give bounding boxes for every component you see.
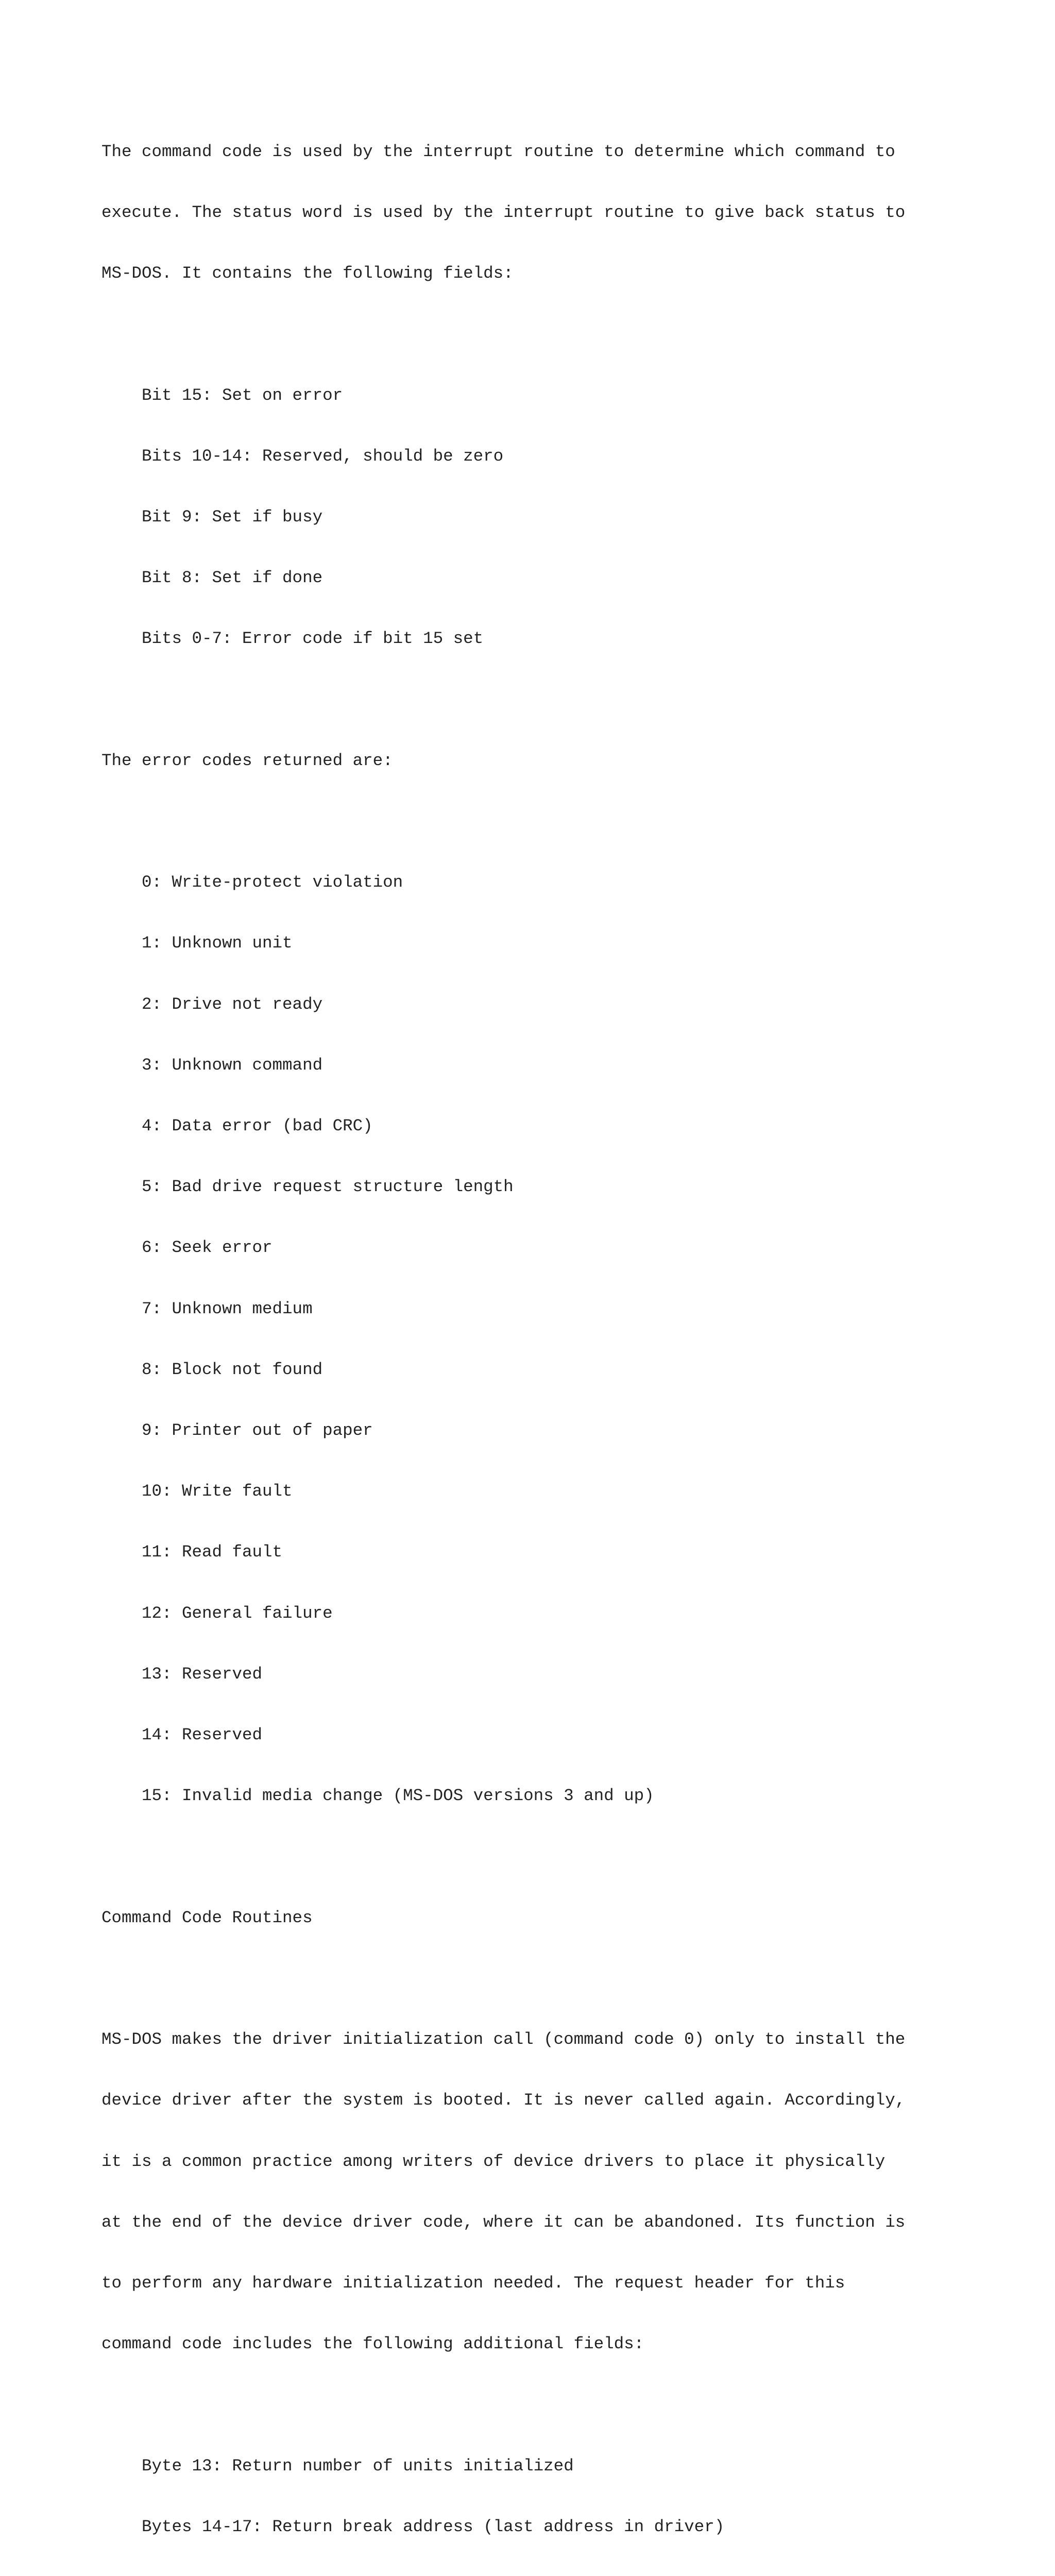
text-line: Bytes 14-17: Return break address (last address in driver) xyxy=(101,2517,725,2536)
blank-line xyxy=(101,811,1029,832)
text-line: Bits 0-7: Error code if bit 15 set xyxy=(101,629,484,649)
text-line: device driver after the system is booted. It is never called again. Accordingly, xyxy=(101,2091,906,2110)
text-line: MS-DOS. It contains the following fields: xyxy=(101,264,514,283)
text-line: command code includes the following additional fields: xyxy=(101,2334,644,2354)
text-line: Byte 13: Return number of units initialized xyxy=(101,2456,574,2476)
text-line: 6: Seek error xyxy=(101,1238,273,1258)
text-line: execute. The status word is used by the interrupt routine to give back status to xyxy=(101,203,906,223)
section-heading: Command Code Routines xyxy=(101,1908,313,1927)
text-line: 7: Unknown medium xyxy=(101,1299,313,1318)
text-line: 12: General failure xyxy=(101,1603,333,1623)
text-line: 15: Invalid media change (MS-DOS versions 3 and up) xyxy=(101,1786,654,1806)
document-page xyxy=(101,101,1029,2576)
text-line: 4: Data error (bad CRC) xyxy=(101,1116,373,1136)
text-line: Bit 15: Set on error xyxy=(101,385,343,405)
text-line: 3: Unknown command xyxy=(101,1055,323,1075)
text-line: 11: Read fault xyxy=(101,1543,283,1562)
text-line: Bits 10-14: Reserved, should be zero xyxy=(101,446,504,466)
text-line: 9: Printer out of paper xyxy=(101,1421,373,1440)
blank-line xyxy=(101,324,1029,344)
text-line: MS-DOS makes the driver initialization call (command code 0) only to install the xyxy=(101,2030,906,2049)
blank-line xyxy=(101,690,1029,710)
text-line: The error codes returned are: xyxy=(101,751,393,770)
text-line: 5: Bad drive request structure length xyxy=(101,1177,514,1197)
text-line: 1: Unknown unit xyxy=(101,934,293,953)
text-line: to perform any hardware initialization needed. The request header for this xyxy=(101,2273,845,2293)
text-line: 8: Block not found xyxy=(101,1360,323,1379)
blank-line xyxy=(101,1969,1029,1989)
text-line: at the end of the device driver code, where it can be abandoned. Its function is xyxy=(101,2212,906,2232)
text-line: Bit 9: Set if busy xyxy=(101,507,323,527)
text-line: it is a common practice among writers of device drivers to place it physically xyxy=(101,2151,886,2171)
text-line: 2: Drive not ready xyxy=(101,994,323,1014)
text-line: 10: Write fault xyxy=(101,1482,293,1501)
text-line: 14: Reserved xyxy=(101,1725,263,1745)
text-line: 0: Write-protect violation xyxy=(101,873,403,892)
text-line: 13: Reserved xyxy=(101,1664,263,1684)
text-line: The command code is used by the interrupt routine to determine which command to xyxy=(101,142,895,161)
blank-line xyxy=(101,1847,1029,1867)
text-line: Bit 8: Set if done xyxy=(101,568,323,588)
blank-line xyxy=(101,2395,1029,2415)
